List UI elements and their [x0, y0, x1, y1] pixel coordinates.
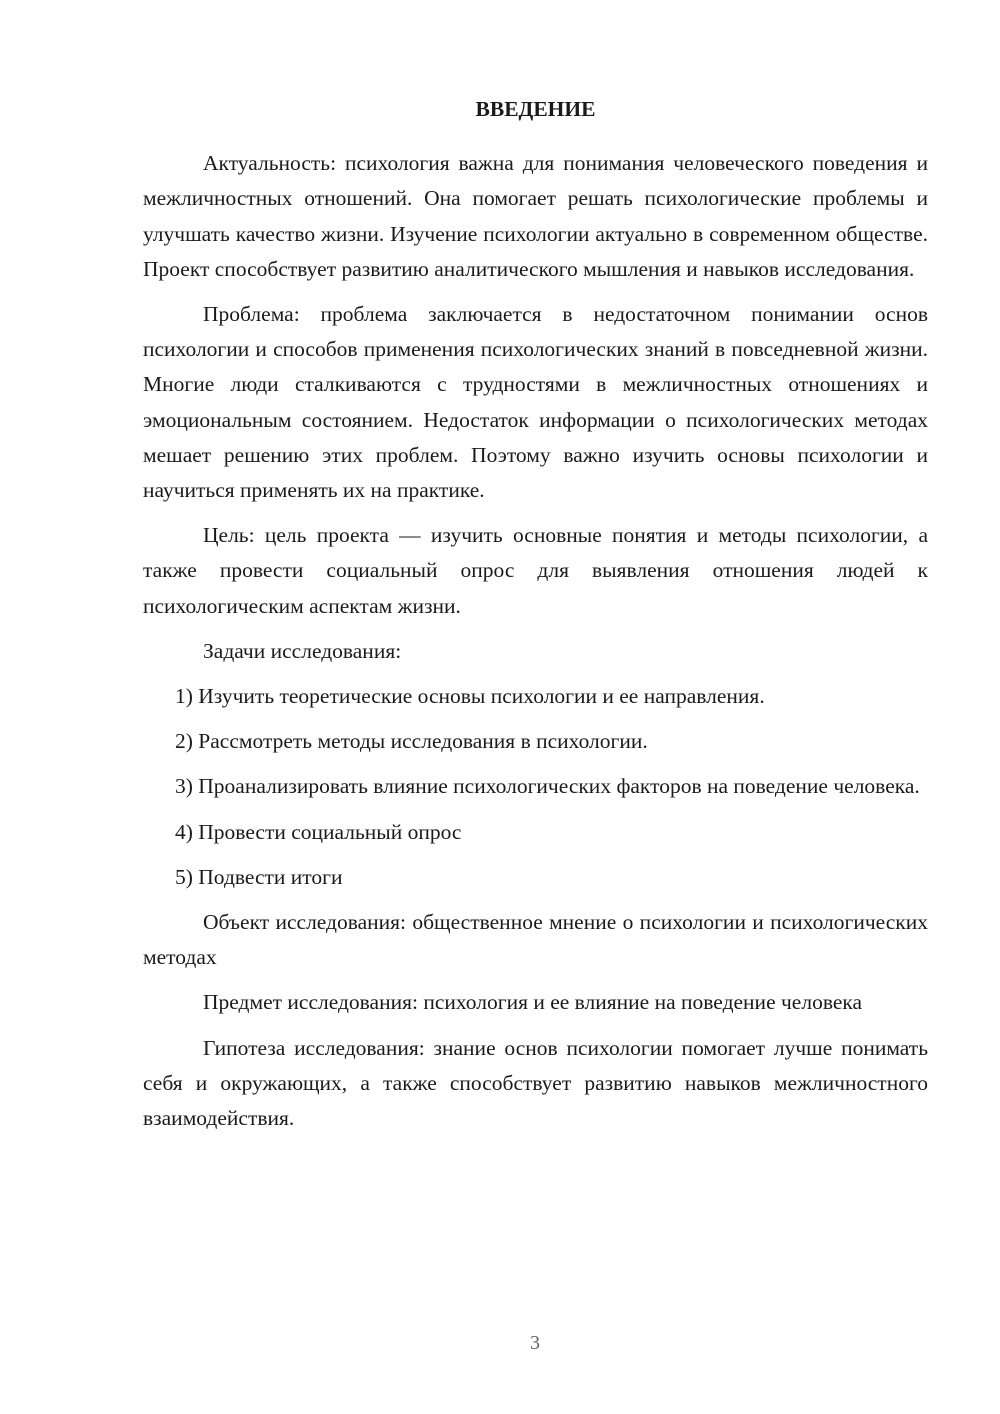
task-item-4: 4) Провести социальный опрос	[175, 819, 462, 844]
page-number: 3	[530, 1332, 540, 1354]
relevance-paragraph: Актуальность: психология важна для понимания человеческого поведения и межличностных отношений. Она помогает решать психологические проблемы и улучшать качество жизни. Изучение психологии актуально в современном обществе. Проект способствует развитию аналитического мышления и навыков исследования.	[143, 151, 928, 281]
task-item-5: 5) Подвести итоги	[175, 864, 343, 889]
subject-paragraph: Предмет исследования: психология и ее влияние на поведение человека	[203, 990, 863, 1015]
task-item-1: 1) Изучить теоретические основы психологии и ее направления.	[175, 684, 765, 709]
hypothesis-paragraph: Гипотеза исследования: знание основ психологии помогает лучше понимать себя и окружающих, а также способствует развитию навыков межличностного взаимодействия.	[143, 1035, 928, 1131]
page-content	[143, 92, 928, 1146]
tasks-heading: Задачи исследования:	[203, 638, 402, 663]
object-paragraph: Объект исследования: общественное мнение о психологии и психологических методах	[143, 910, 928, 970]
task-item-3: 3) Проанализировать влияние психологических факторов на поведение человека.	[175, 774, 920, 799]
goal-paragraph: Цель: цель проекта — изучить основные понятия и методы психологии, а также провести социальный опрос для выявления отношения людей к психологическим аспектам жизни.	[143, 523, 928, 618]
task-item-2: 2) Рассмотреть методы исследования в психологии.	[175, 729, 648, 754]
problem-paragraph: Проблема: проблема заключается в недостаточном понимании основ психологии и способов применения психологических знаний в повседневной жизни. Многие люди сталкиваются с трудностями в межличностных отношениях и эмоциональным состоянием. Недостаток информации о психологических методах мешает решению этих проблем. Поэтому важно изучить основы психологии и научиться применять их на практике.	[143, 302, 928, 503]
page-title: ВВЕДЕНИЕ	[475, 97, 596, 121]
